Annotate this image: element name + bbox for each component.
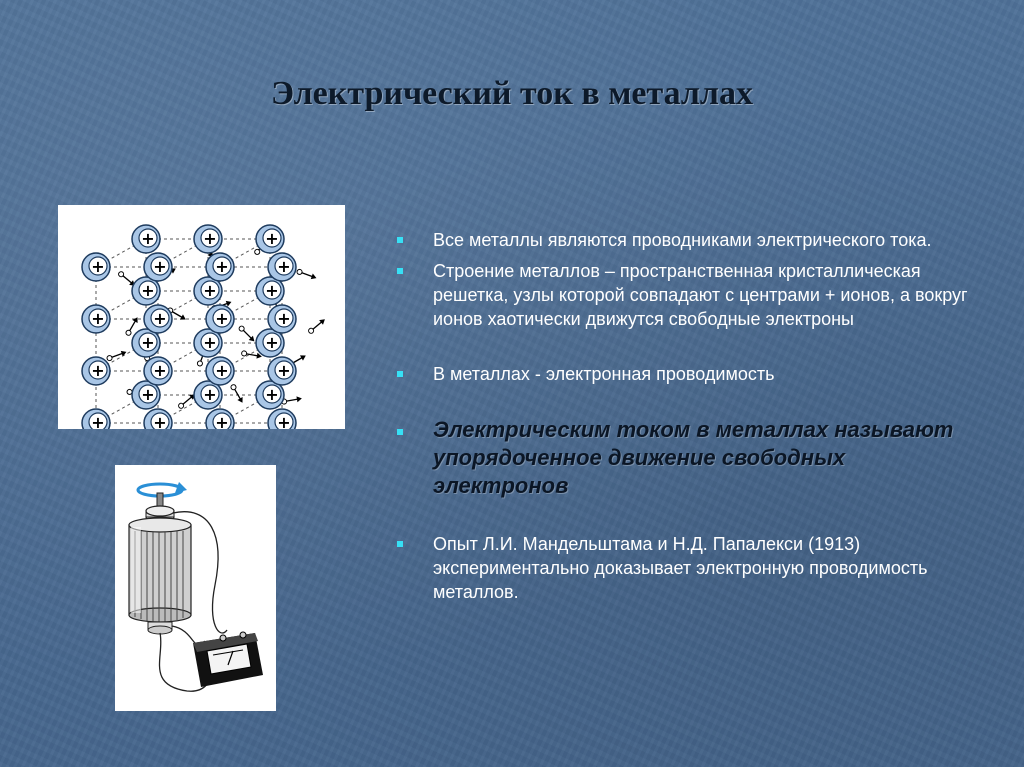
svg-text:+: +: [277, 309, 291, 328]
ion-icon: [144, 253, 172, 281]
svg-text:+: +: [265, 333, 279, 352]
ion-icon: [206, 409, 234, 429]
bullet-item: [396, 362, 986, 386]
ion-icon: [82, 357, 110, 385]
ion-icon: [268, 305, 296, 333]
svg-text:+: +: [91, 309, 105, 328]
svg-text:+: +: [153, 361, 167, 380]
svg-text:+: +: [141, 281, 155, 300]
coil-experiment-illustration: [115, 465, 276, 711]
electron-icon: [307, 317, 327, 335]
electron-icon: [230, 384, 245, 405]
ion-icon: [82, 253, 110, 281]
mandelstam-papaleksi-experiment-figure: [115, 465, 276, 711]
coil-cylinder: [129, 518, 191, 622]
svg-text:+: +: [265, 385, 279, 404]
svg-text:+: +: [153, 309, 167, 328]
ion-icon: [82, 305, 110, 333]
ion-icon: [194, 225, 222, 253]
ion-icon: [268, 253, 296, 281]
slide-title: Электрический ток в металлах: [270, 75, 754, 112]
ion-icon: [206, 357, 234, 385]
svg-text:+: +: [203, 385, 217, 404]
bullet-item-emphasis: [396, 416, 986, 500]
ion-icon: [82, 409, 110, 429]
ion-icon: [132, 225, 160, 253]
ion-icon: [144, 305, 172, 333]
bullet-item: [396, 532, 986, 604]
bullet-marker-icon: [397, 237, 403, 243]
bullet-list: [396, 228, 986, 604]
bullet-text: Опыт Л.И. Мандельштама и Н.Д. Папалекси (1913) экспериментально доказывает электронную проводимость металлов.: [433, 534, 928, 602]
svg-text:+: +: [215, 413, 229, 429]
bullet-marker-icon: [397, 268, 403, 274]
coil-bottom-cap: [148, 622, 172, 634]
electron-icon: [296, 268, 317, 281]
svg-text:+: +: [277, 413, 291, 429]
ion-icon: [144, 409, 172, 429]
ion-icon: [144, 357, 172, 385]
svg-text:+: +: [265, 229, 279, 248]
svg-text:+: +: [215, 361, 229, 380]
svg-text:+: +: [153, 257, 167, 276]
bullet-item: [396, 228, 986, 252]
crystal-lattice-figure: [58, 205, 345, 429]
svg-text:+: +: [153, 413, 167, 429]
ion-icon: [206, 305, 234, 333]
svg-text:+: +: [215, 257, 229, 276]
svg-text:+: +: [277, 257, 291, 276]
svg-text:+: +: [141, 333, 155, 352]
svg-text:+: +: [215, 309, 229, 328]
svg-text:+: +: [277, 361, 291, 380]
svg-text:+: +: [203, 281, 217, 300]
electron-icon: [238, 325, 257, 344]
svg-text:+: +: [203, 333, 217, 352]
svg-text:+: +: [141, 229, 155, 248]
bullet-text: В металлах - электронная проводимость: [433, 364, 775, 384]
svg-text:+: +: [265, 281, 279, 300]
bullet-marker-icon: [397, 541, 403, 547]
ion-icon: [206, 253, 234, 281]
bullet-text: Строение металлов – пространственная кристаллическая решетка, узлы которой совпадают с центрами + ионов, а вокруг ионов хаотически движутся свободные электроны: [433, 261, 968, 329]
ion-icon: [268, 357, 296, 385]
ion-icon: [268, 409, 296, 429]
ion-icon: [256, 225, 284, 253]
bullet-text: Электрическим током в металлах называют упорядоченное движение свободных электронов: [433, 417, 954, 498]
svg-text:+: +: [203, 229, 217, 248]
svg-text:+: +: [91, 361, 105, 380]
bullet-text: Все металлы являются проводниками электрического тока.: [433, 230, 932, 250]
bullet-marker-icon: [397, 371, 403, 377]
bullet-marker-icon: [397, 429, 403, 435]
galvanometer: [193, 632, 263, 687]
svg-text:+: +: [141, 385, 155, 404]
bullet-item: [396, 259, 986, 331]
svg-text:+: +: [91, 257, 105, 276]
crystal-lattice-illustration: [58, 205, 345, 429]
svg-text:+: +: [91, 413, 105, 429]
